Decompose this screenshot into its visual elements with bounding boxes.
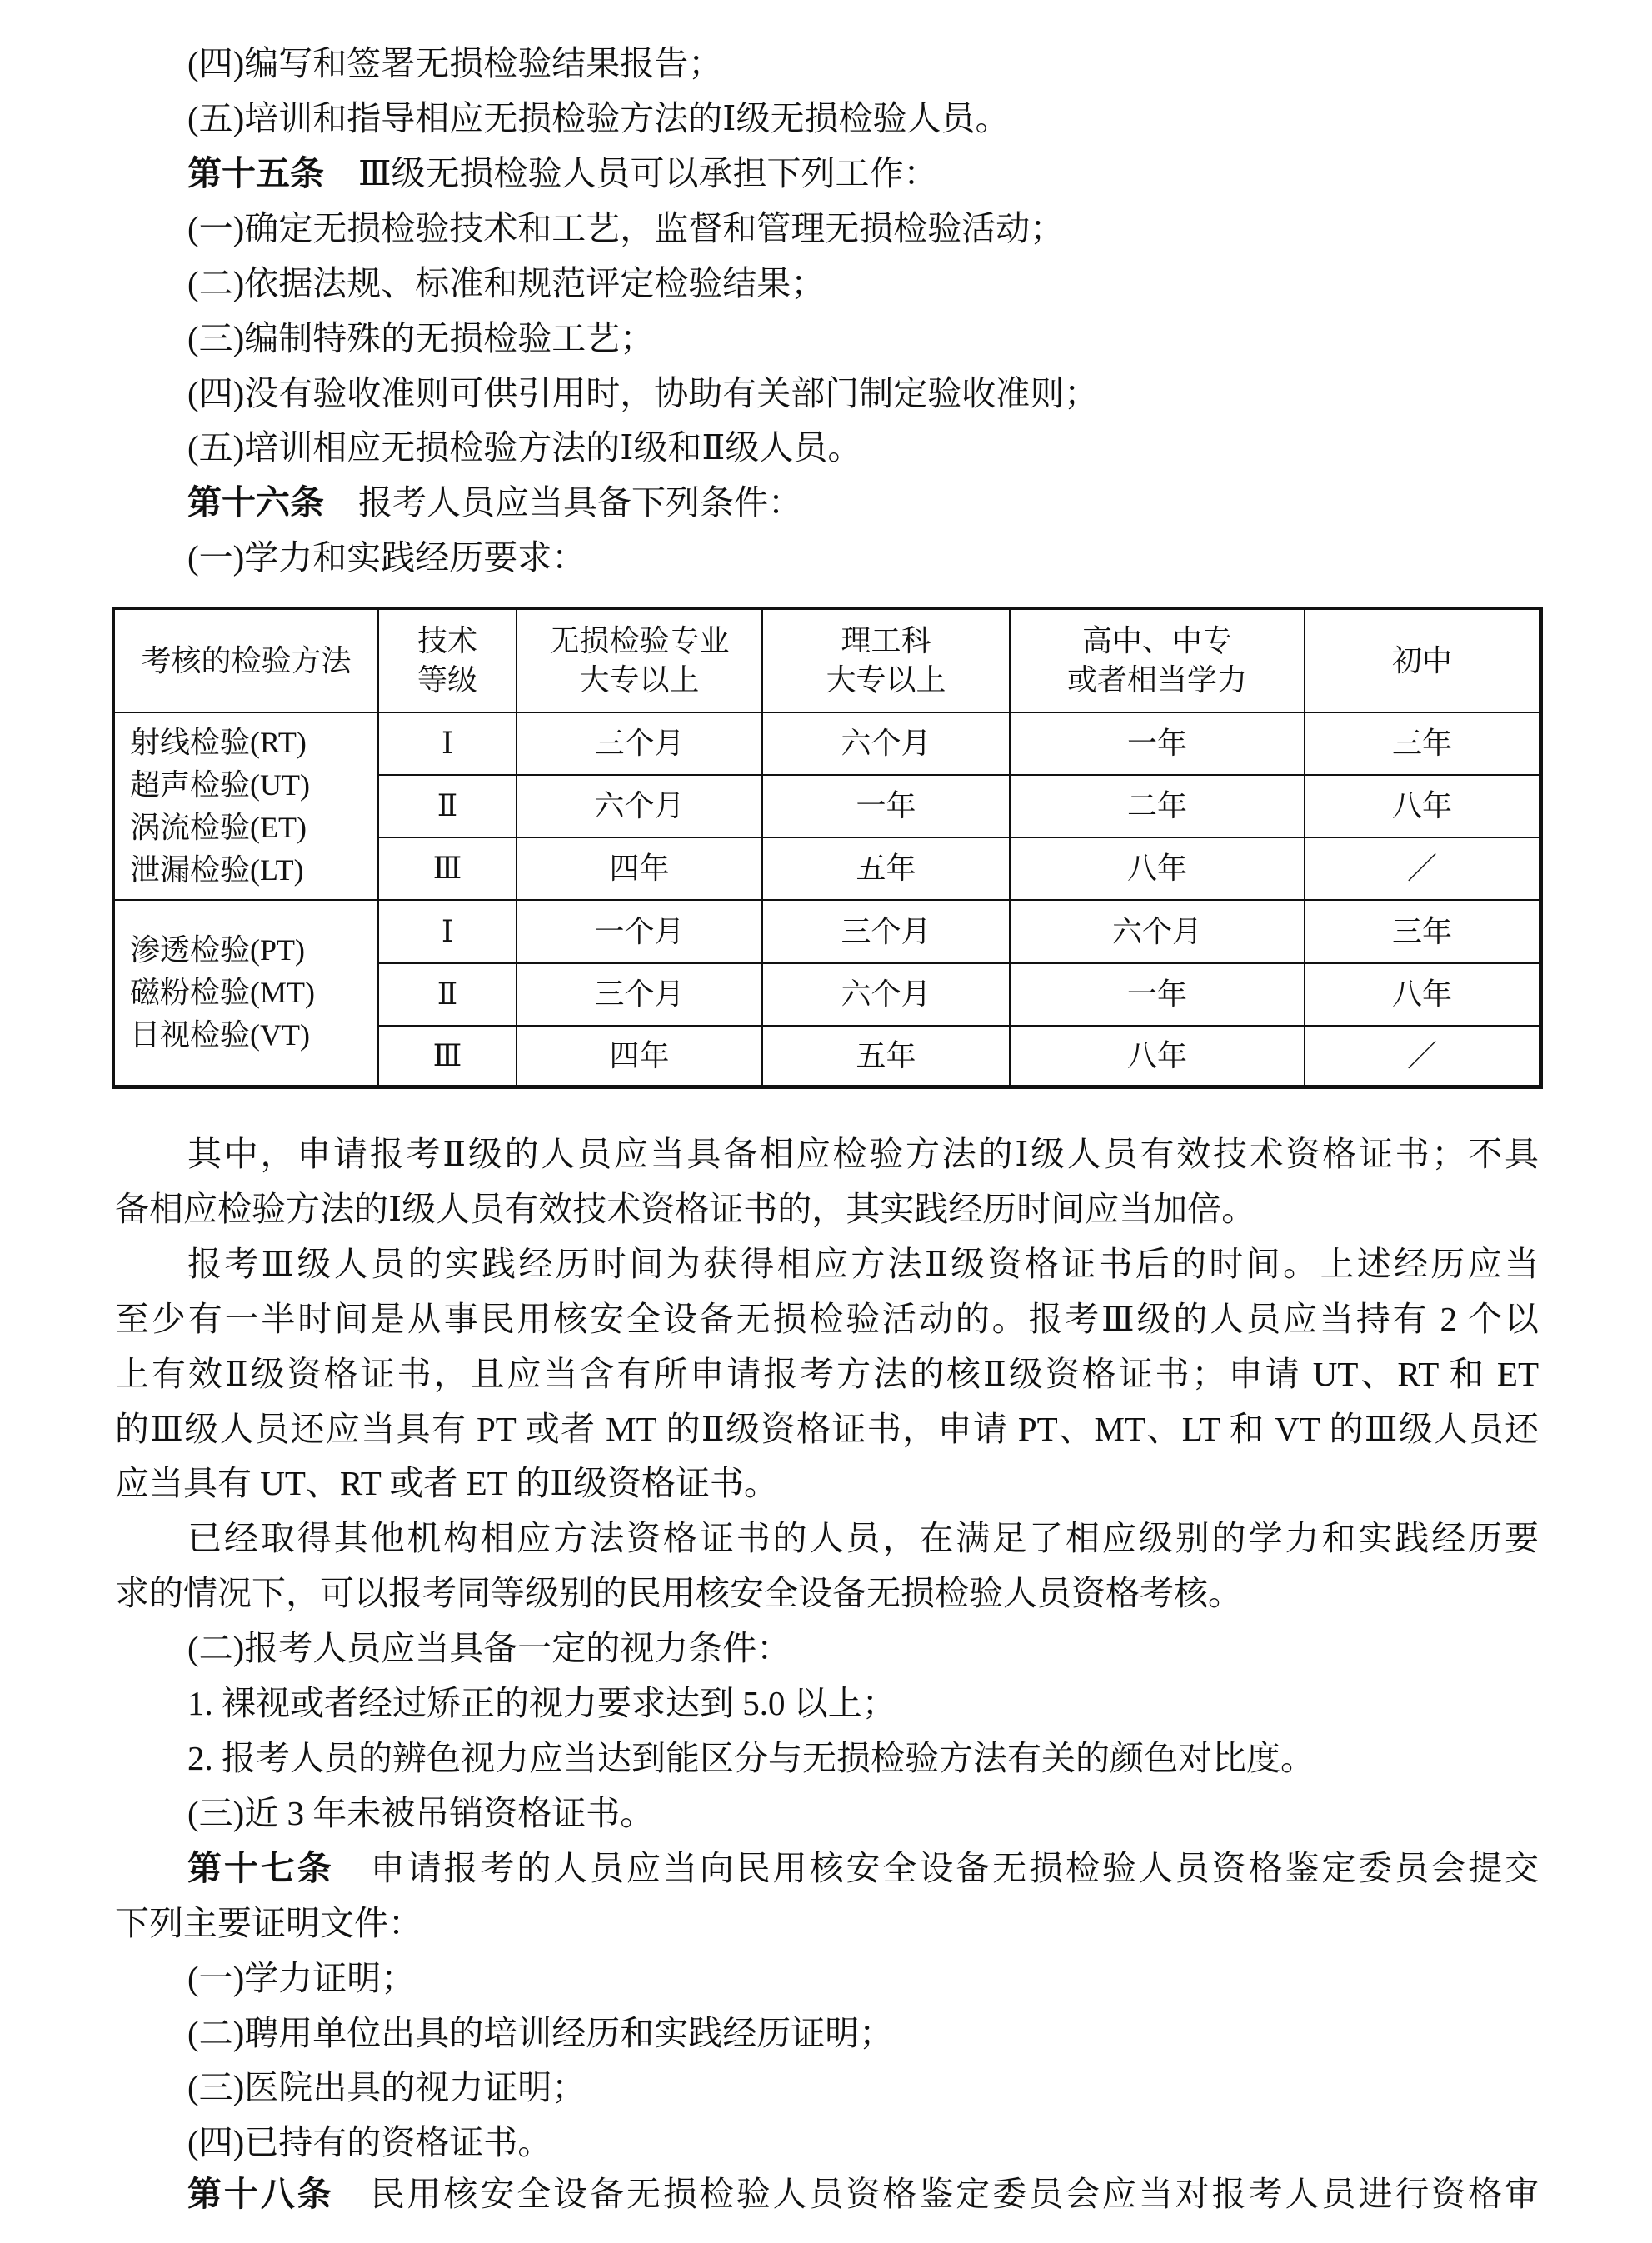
table-cell: 三年	[1391, 914, 1452, 948]
table-cell: ／	[1406, 852, 1437, 885]
method-name: 泄漏检验(LT)	[130, 852, 304, 887]
paragraph-line: 备相应检验方法的Ⅰ级人员有效技术资格证书的，其实践经历时间应当加倍。	[115, 1190, 1256, 1228]
header-cell-junior-high	[1305, 610, 1539, 712]
header-text: 理工科	[841, 624, 931, 657]
header-text: 考核的检验方法	[141, 643, 352, 677]
article-text: 申请报考的人员应当向民用核安全设备无损检验人员资格鉴定委员会提交	[367, 1849, 1539, 1887]
table-cell: 一个月	[594, 914, 685, 948]
method-name: 涡流检验(ET)	[130, 810, 307, 844]
method-name: 目视检验(VT)	[130, 1018, 310, 1052]
header-cell-ndt-major	[517, 610, 761, 712]
clause-item: (五)培训相应无损检验方法的Ⅰ级和Ⅱ级人员。	[187, 428, 862, 467]
paragraph-line: 至少有一半时间是从事民用核安全设备无损检验活动的。报考Ⅲ级的人员应当持有 2 个以	[115, 1300, 1539, 1338]
header-text: 大专以上	[579, 663, 700, 697]
table-cell: 一年	[1126, 977, 1187, 1011]
table-cell: 六个月	[594, 789, 685, 822]
table-right-border	[1539, 607, 1543, 1089]
paragraph-line: 求的情况下，可以报考同等级别的民用核安全设备无损检验人员资格考核。	[115, 1574, 1242, 1612]
table-cell: 四年	[609, 852, 670, 885]
table-cell: 二年	[1126, 789, 1187, 822]
method-name: 渗透检验(PT)	[130, 933, 305, 967]
clause-item: (三)医院出具的视力证明；	[187, 2068, 586, 2106]
clause-item: (四)已持有的资格证书。	[187, 2123, 552, 2161]
table-cell: 六个月	[1111, 914, 1202, 948]
paragraph-line: 其中，申请报考Ⅱ级的人员应当具备相应检验方法的Ⅰ级人员有效技术资格证书；不具	[187, 1135, 1539, 1173]
header-text: 等级	[417, 663, 477, 697]
article-line	[187, 2166, 1539, 2221]
table-cell: 八年	[1391, 977, 1452, 1011]
header-text: 技术	[417, 624, 477, 657]
table-cell: 五年	[856, 1038, 916, 1072]
clause-item: 1. 裸视或者经过矫正的视力要求达到 5.0 以上；	[187, 1684, 896, 1722]
method-group	[130, 901, 315, 1085]
paragraph-line: 上有效Ⅱ级资格证书，且应当含有所申请报考方法的核Ⅱ级资格证书；申请 UT、RT 和 ET	[115, 1355, 1539, 1393]
clause-item: 2. 报考人员的辨色视力应当达到能区分与无损检验方法有关的颜色对比度。	[187, 1739, 1315, 1777]
clause-item: (二)聘用单位出具的培训经历和实践经历证明；	[187, 2014, 894, 2052]
header-text: 高中、中专	[1081, 624, 1232, 657]
level-cell: Ⅲ	[432, 1038, 462, 1072]
clause-item: (三)近 3 年未被吊销资格证书。	[187, 1794, 655, 1832]
article-line	[187, 146, 938, 201]
table-cell: 八年	[1391, 789, 1452, 822]
header-cell-level	[379, 610, 516, 712]
table-cell: ／	[1406, 1038, 1437, 1072]
level-cell: Ⅱ	[437, 789, 458, 822]
article-text: Ⅲ级无损检验人员可以承担下列工作：	[358, 154, 938, 192]
article-number: 第十五条	[187, 154, 324, 192]
table-cell: 一年	[1126, 727, 1187, 760]
clause-item: (三)编制特殊的无损检验工艺；	[187, 319, 655, 357]
article-line	[187, 475, 802, 530]
table-cell: 五年	[856, 852, 916, 885]
method-name: 射线检验(RT)	[130, 725, 307, 759]
clause-item: (二)报考人员应当具备一定的视力条件：	[187, 1629, 791, 1667]
clause-item: (一)学力证明；	[187, 1959, 416, 1997]
clause-item: (五)培训和指导相应无损检验方法的Ⅰ级无损检验人员。	[187, 99, 1010, 137]
table-cell: 三年	[1391, 727, 1452, 760]
paragraph-line: 已经取得其他机构相应方法资格证书的人员，在满足了相应级别的学力和实践经历要	[187, 1519, 1539, 1557]
clause-item: (四)编写和签署无损检验结果报告；	[187, 44, 723, 82]
article-number: 第十七条	[187, 1849, 334, 1887]
table-cell: 三个月	[594, 977, 685, 1011]
header-text: 大专以上	[826, 663, 946, 697]
level-cell: Ⅲ	[432, 852, 462, 885]
method-group	[130, 713, 310, 899]
clause-item: (二)依据法规、标准和规范评定检验结果；	[187, 264, 826, 302]
requirements-table	[112, 607, 1543, 1089]
article-text: 报考人员应当具备下列条件：	[358, 483, 802, 522]
header-cell-science-eng	[763, 610, 1009, 712]
article-text: 民用核安全设备无损检验人员资格鉴定委员会应当对报考人员进行资格审	[367, 2175, 1539, 2213]
method-name: 超声检验(UT)	[130, 767, 310, 802]
level-cell: Ⅰ	[441, 727, 454, 760]
table-cell: 六个月	[841, 727, 931, 760]
paragraph-line: 应当具有 UT、RT 或者 ET 的Ⅱ级资格证书。	[115, 1464, 779, 1502]
article-line	[187, 1841, 1539, 1896]
header-text: 或者相当学力	[1066, 663, 1247, 697]
table-cell: 四年	[609, 1038, 670, 1072]
paragraph-line: 下列主要证明文件：	[115, 1904, 422, 1942]
header-cell-high-school	[1011, 610, 1304, 712]
table-bottom-border	[112, 1085, 1543, 1089]
clause-item: (一)确定无损检验技术和工艺，监督和管理无损检验活动；	[187, 209, 1065, 247]
paragraph-line: 报考Ⅲ级人员的实践经历时间为获得相应方法Ⅱ级资格证书后的时间。上述经历应当	[187, 1245, 1539, 1283]
clause-item: (一)学力和实践经历要求：	[187, 538, 586, 577]
table-cell: 八年	[1126, 852, 1187, 885]
table-cell: 一年	[856, 789, 916, 822]
table-cell: 八年	[1126, 1038, 1187, 1072]
level-cell: Ⅰ	[441, 914, 454, 948]
article-number: 第十六条	[187, 483, 324, 522]
header-text: 无损检验专业	[549, 624, 730, 657]
table-cell: 三个月	[841, 914, 931, 948]
table-cell: 六个月	[841, 977, 931, 1011]
article-number: 第十八条	[187, 2175, 334, 2213]
clause-item: (四)没有验收准则可供引用时，协助有关部门制定验收准则；	[187, 374, 1099, 412]
header-cell-method	[115, 610, 377, 712]
table-cell: 三个月	[594, 727, 685, 760]
method-name: 磁粉检验(MT)	[130, 976, 315, 1009]
header-text: 初中	[1391, 643, 1452, 677]
paragraph-line: 的Ⅲ级人员还应当具有 PT 或者 MT 的Ⅱ级资格证书，申请 PT、MT、LT 和 VT 的Ⅲ级人员还	[115, 1410, 1539, 1448]
level-cell: Ⅱ	[437, 977, 458, 1011]
